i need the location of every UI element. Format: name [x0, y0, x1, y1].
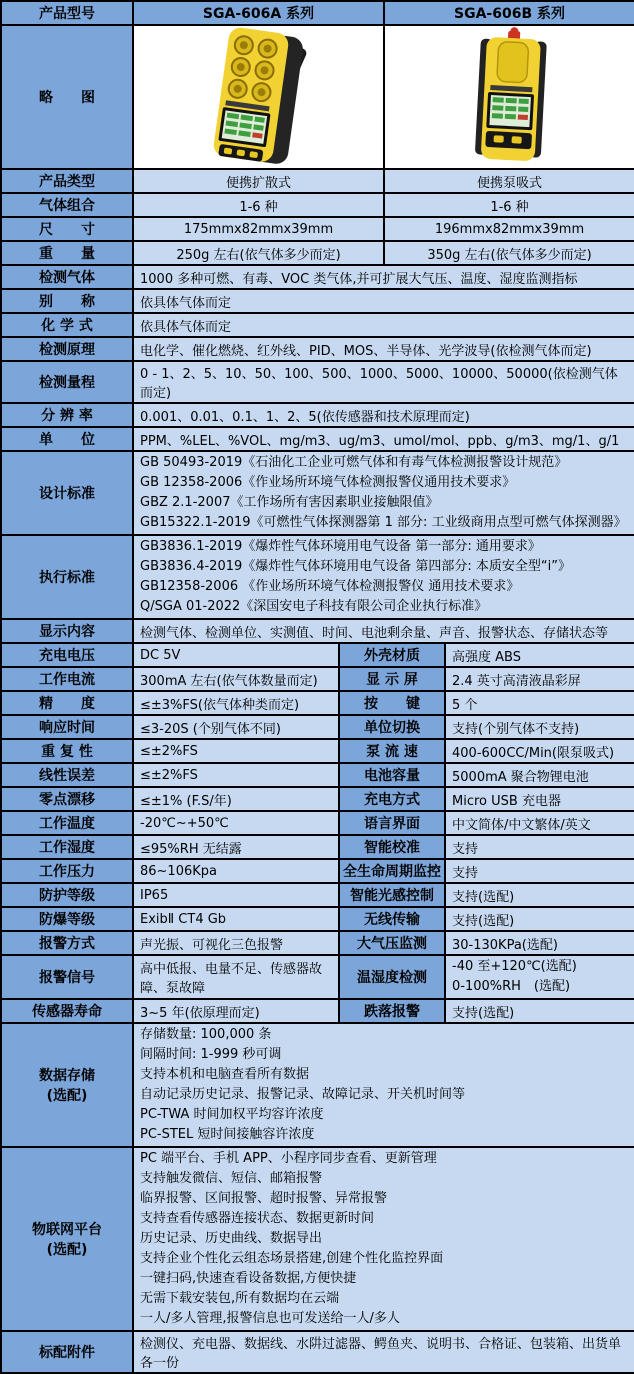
- dimensions-row: [1, 217, 634, 241]
- iot-line: 支持触发微信、短信、邮箱报警: [140, 1171, 323, 1186]
- spec-value: IP65: [133, 883, 339, 907]
- temp-humidity-value: [445, 955, 634, 999]
- standard-line: GB3836.4-2019《爆炸性气体环境用电气设备 第四部分: 本质安全型“i”》: [140, 559, 571, 574]
- iot-line: 一键扫码,快速查看设备数据,方便快捷: [140, 1271, 357, 1286]
- spec-pair-row: [1, 931, 634, 955]
- spec-pair-row: [1, 811, 634, 835]
- spec-value-a: 1-6 种: [133, 193, 384, 217]
- accessories-row: [1, 1331, 634, 1373]
- iot-line: 支持查看传感器连接状态、数据更新时间: [140, 1211, 375, 1226]
- spec-label: 尺 寸: [1, 217, 133, 241]
- spec-label-line: 物联网平台: [32, 1222, 102, 1238]
- spec-label: 温湿度检测: [339, 955, 445, 999]
- spec-value: 5000mA 聚合物锂电池: [445, 763, 634, 787]
- spec-label: 设计标准: [1, 451, 133, 535]
- spec-value: ≤±3%FS(依气体种类而定): [133, 691, 339, 715]
- spec-value: 1000 多种可燃、有毒、VOC 类气体,并可扩展大气压、温度、湿度监测指标: [133, 265, 634, 289]
- spec-value: 依具体气体而定: [133, 313, 634, 337]
- spec-label: 执行标准: [1, 535, 133, 619]
- iot-line: PC 端平台、手机 APP、小程序同步查看、更新管理: [140, 1151, 437, 1166]
- spec-value: 高中低报、电量不足、传感器故障、泵故障: [133, 955, 339, 999]
- spec-label: [1, 1147, 133, 1331]
- device-b-image-cell: [384, 25, 634, 169]
- iot-line: 支持企业个性化云组态场景搭建,创建个性化监控界面: [140, 1251, 444, 1266]
- spec-label: 电池容量: [339, 763, 445, 787]
- storage-line: 自动记录历史记录、报警记录、故障记录、开关机时间等: [140, 1087, 466, 1102]
- iot-line: 历史记录、历史曲线、数据导出: [140, 1231, 323, 1246]
- spec-label-line: (选配): [46, 1088, 88, 1104]
- spec-label: 防护等级: [1, 883, 133, 907]
- spec-value: 中文简体/中文繁体/英文: [445, 811, 634, 835]
- display-content-row: [1, 619, 634, 643]
- spec-label: 单 位: [1, 427, 133, 451]
- gas-combination-row: [1, 193, 634, 217]
- detect-principle-row: [1, 337, 634, 361]
- spec-value-b: 1-6 种: [384, 193, 634, 217]
- spec-label: 精 度: [1, 691, 133, 715]
- spec-pair-row: [1, 787, 634, 811]
- value-line: -40 至+120℃(选配): [452, 959, 577, 974]
- spec-label: 标配附件: [1, 1331, 133, 1373]
- spec-label: 工作温度: [1, 811, 133, 835]
- spec-value: PPM、%LEL、%VOL、mg/m3、ug/m3、umol/mol、ppb、g/m3、mg/1、g/1: [133, 427, 634, 451]
- spec-label: 智能光感控制: [339, 883, 445, 907]
- spec-value: 300mA 左右(依气体数量而定): [133, 667, 339, 691]
- header-label: 产品型号: [1, 1, 133, 25]
- spec-label: 显示内容: [1, 619, 133, 643]
- alarm-signal-row: [1, 955, 634, 999]
- spec-value: 3~5 年(依原理而定): [133, 999, 339, 1023]
- device-a-image-cell: [133, 25, 384, 169]
- spec-label: 线性误差: [1, 763, 133, 787]
- spec-pair-row: [1, 715, 634, 739]
- spec-value: 检测仪、充电器、数据线、水阱过滤器、鳄鱼夹、说明书、合格证、包装箱、出货单各一份: [133, 1331, 634, 1373]
- spec-label: 检测原理: [1, 337, 133, 361]
- spec-value: 86~106Kpa: [133, 859, 339, 883]
- spec-label: 工作湿度: [1, 835, 133, 859]
- spec-value-b: 350g 左右(依气体多少而定): [384, 241, 634, 265]
- header-row: [1, 1, 634, 25]
- spec-pair-row: [1, 691, 634, 715]
- alias-row: [1, 289, 634, 313]
- spec-label: 别 称: [1, 289, 133, 313]
- spec-label: 传感器寿命: [1, 999, 133, 1023]
- spec-label: 检测气体: [1, 265, 133, 289]
- spec-label: 全生命周期监控: [339, 859, 445, 883]
- spec-value: 0.001、0.01、0.1、1、2、5(依传感器和技术原理而定): [133, 403, 634, 427]
- iot-line: 无需下载安装包,所有数据均在云端: [140, 1291, 340, 1306]
- spec-value: ≤±1% (F.S/年): [133, 787, 339, 811]
- storage-line: 支持本机和电脑查看所有数据: [140, 1067, 310, 1082]
- resolution-row: [1, 403, 634, 427]
- spec-label: 单位切换: [339, 715, 445, 739]
- design-standard-row: [1, 451, 634, 535]
- spec-value: ≤±2%FS: [133, 739, 339, 763]
- sensor-life-row: [1, 999, 634, 1023]
- spec-label-line: (选配): [46, 1242, 88, 1258]
- chemical-formula-row: [1, 313, 634, 337]
- spec-label: 检测量程: [1, 361, 133, 403]
- spec-label: 工作电流: [1, 667, 133, 691]
- spec-label: 智能校准: [339, 835, 445, 859]
- spec-label: 泵 流 速: [339, 739, 445, 763]
- detect-gas-row: [1, 265, 634, 289]
- exec-standard-list: [133, 535, 634, 619]
- spec-value: ≤±2%FS: [133, 763, 339, 787]
- spec-label: 报警方式: [1, 931, 133, 955]
- spec-value: 高强度 ABS: [445, 643, 634, 667]
- spec-label: 响应时间: [1, 715, 133, 739]
- spec-pair-row: [1, 835, 634, 859]
- spec-value: ≤3-20S (个别气体不同): [133, 715, 339, 739]
- spec-label: 产品类型: [1, 169, 133, 193]
- weight-row: [1, 241, 634, 265]
- iot-platform-row: [1, 1147, 634, 1331]
- data-storage-row: [1, 1023, 634, 1147]
- spec-label: 按 键: [339, 691, 445, 715]
- value-line: 0-100%RH (选配): [452, 979, 571, 994]
- standard-line: Q/SGA 01-2022《深国安电子科技有限公司企业执行标准》: [140, 599, 488, 614]
- device-b-illustration: [386, 26, 633, 164]
- spec-pair-row: [1, 643, 634, 667]
- spec-pair-row: [1, 667, 634, 691]
- spec-pair-row: [1, 763, 634, 787]
- iot-line: 临界报警、区间报警、超时报警、异常报警: [140, 1191, 388, 1206]
- standard-line: GBZ 2.1-2007《工作场所有害因素职业接触限值》: [140, 495, 439, 510]
- spec-label-line: 数据存储: [39, 1068, 95, 1084]
- sketch-label: 略 图: [1, 25, 133, 169]
- model-b-header: SGA-606B 系列: [384, 1, 634, 25]
- spec-value: 支持(个别气体不支持): [445, 715, 634, 739]
- spec-value: ≤95%RH 无结露: [133, 835, 339, 859]
- spec-value: 声光振、可视化三色报警: [133, 931, 339, 955]
- spec-value-b: 便携泵吸式: [384, 169, 634, 193]
- iot-platform-list: [133, 1147, 634, 1331]
- unit-row: [1, 427, 634, 451]
- spec-value: DC 5V: [133, 643, 339, 667]
- spec-value: 400-600CC/Min(限泵吸式): [445, 739, 634, 763]
- spec-label: 无线传输: [339, 907, 445, 931]
- standard-line: GB 12358-2006《作业场所环境气体检测报警仪通用技术要求》: [140, 475, 516, 490]
- spec-label: 跌落报警: [339, 999, 445, 1023]
- storage-line: 间隔时间: 1-999 秒可调: [140, 1047, 282, 1062]
- spec-value: 5 个: [445, 691, 634, 715]
- spec-value-a: 175mmx82mmx39mm: [133, 217, 384, 241]
- spec-value: 支持(选配): [445, 883, 634, 907]
- spec-value: 依具体气体而定: [133, 289, 634, 313]
- spec-value: 检测气体、检测单位、实测值、时间、电池剩余量、声音、报警状态、存储状态等: [133, 619, 634, 643]
- spec-value: ExibⅡ CT4 Gb: [133, 907, 339, 931]
- spec-value: 支持(选配): [445, 999, 634, 1023]
- spec-value: 2.4 英寸高清液晶彩屏: [445, 667, 634, 691]
- spec-value-a: 250g 左右(依气体多少而定): [133, 241, 384, 265]
- spec-value: 0 - 1、2、5、10、50、100、500、1000、5000、10000、50000(依检测气体而定): [133, 361, 634, 403]
- spec-label: 气体组合: [1, 193, 133, 217]
- spec-label: [1, 1023, 133, 1147]
- data-storage-list: [133, 1023, 634, 1147]
- storage-line: PC-TWA 时间加权平均容许浓度: [140, 1107, 324, 1122]
- exec-standard-row: [1, 535, 634, 619]
- spec-value: 30-130KPa(选配): [445, 931, 634, 955]
- spec-label: 显 示 屏: [339, 667, 445, 691]
- device-a-illustration: [135, 26, 382, 164]
- spec-value: -20℃~+50℃: [133, 811, 339, 835]
- spec-label: 工作压力: [1, 859, 133, 883]
- storage-line: PC-STEL 短时间接触容许浓度: [140, 1127, 315, 1142]
- spec-value: 支持(选配): [445, 907, 634, 931]
- standard-line: GB12358-2006 《作业场所环境气体检测报警仪 通用技术要求》: [140, 579, 520, 594]
- storage-line: 存储数量: 100,000 条: [140, 1027, 272, 1042]
- spec-label: 零点漂移: [1, 787, 133, 811]
- spec-label: 重 复 性: [1, 739, 133, 763]
- standard-line: GB15322.1-2019《可燃性气体探测器第 1 部分: 工业级商用点型可燃气体探测器》: [140, 515, 627, 530]
- spec-label: 外壳材质: [339, 643, 445, 667]
- spec-label: 分 辨 率: [1, 403, 133, 427]
- spec-value: 电化学、催化燃烧、红外线、PID、MOS、半导体、光学波导(依检测气体而定): [133, 337, 634, 361]
- sketch-row: [1, 25, 634, 169]
- spec-label: 化 学 式: [1, 313, 133, 337]
- spec-pair-row: [1, 907, 634, 931]
- spec-label: 防爆等级: [1, 907, 133, 931]
- model-a-header: SGA-606A 系列: [133, 1, 384, 25]
- detect-range-row: [1, 361, 634, 403]
- spec-value-b: 196mmx82mmx39mm: [384, 217, 634, 241]
- spec-pair-row: [1, 883, 634, 907]
- spec-label: 大气压监测: [339, 931, 445, 955]
- spec-label: 报警信号: [1, 955, 133, 999]
- iot-line: 一人/多人管理,报警信息也可发送给一人/多人: [140, 1311, 400, 1326]
- spec-label: 语言界面: [339, 811, 445, 835]
- product-type-row: [1, 169, 634, 193]
- standard-line: GB3836.1-2019《爆炸性气体环境用电气设备 第一部分: 通用要求》: [140, 539, 541, 554]
- spec-label: 充电电压: [1, 643, 133, 667]
- design-standard-list: [133, 451, 634, 535]
- spec-value-a: 便携扩散式: [133, 169, 384, 193]
- standard-line: GB 50493-2019《石油化工企业可燃气体和有毒气体检测报警设计规范》: [140, 455, 568, 470]
- spec-pair-row: [1, 739, 634, 763]
- spec-value: 支持: [445, 835, 634, 859]
- spec-value: Micro USB 充电器: [445, 787, 634, 811]
- spec-label: 充电方式: [339, 787, 445, 811]
- spec-value: 支持: [445, 859, 634, 883]
- spec-pair-row: [1, 859, 634, 883]
- spec-label: 重 量: [1, 241, 133, 265]
